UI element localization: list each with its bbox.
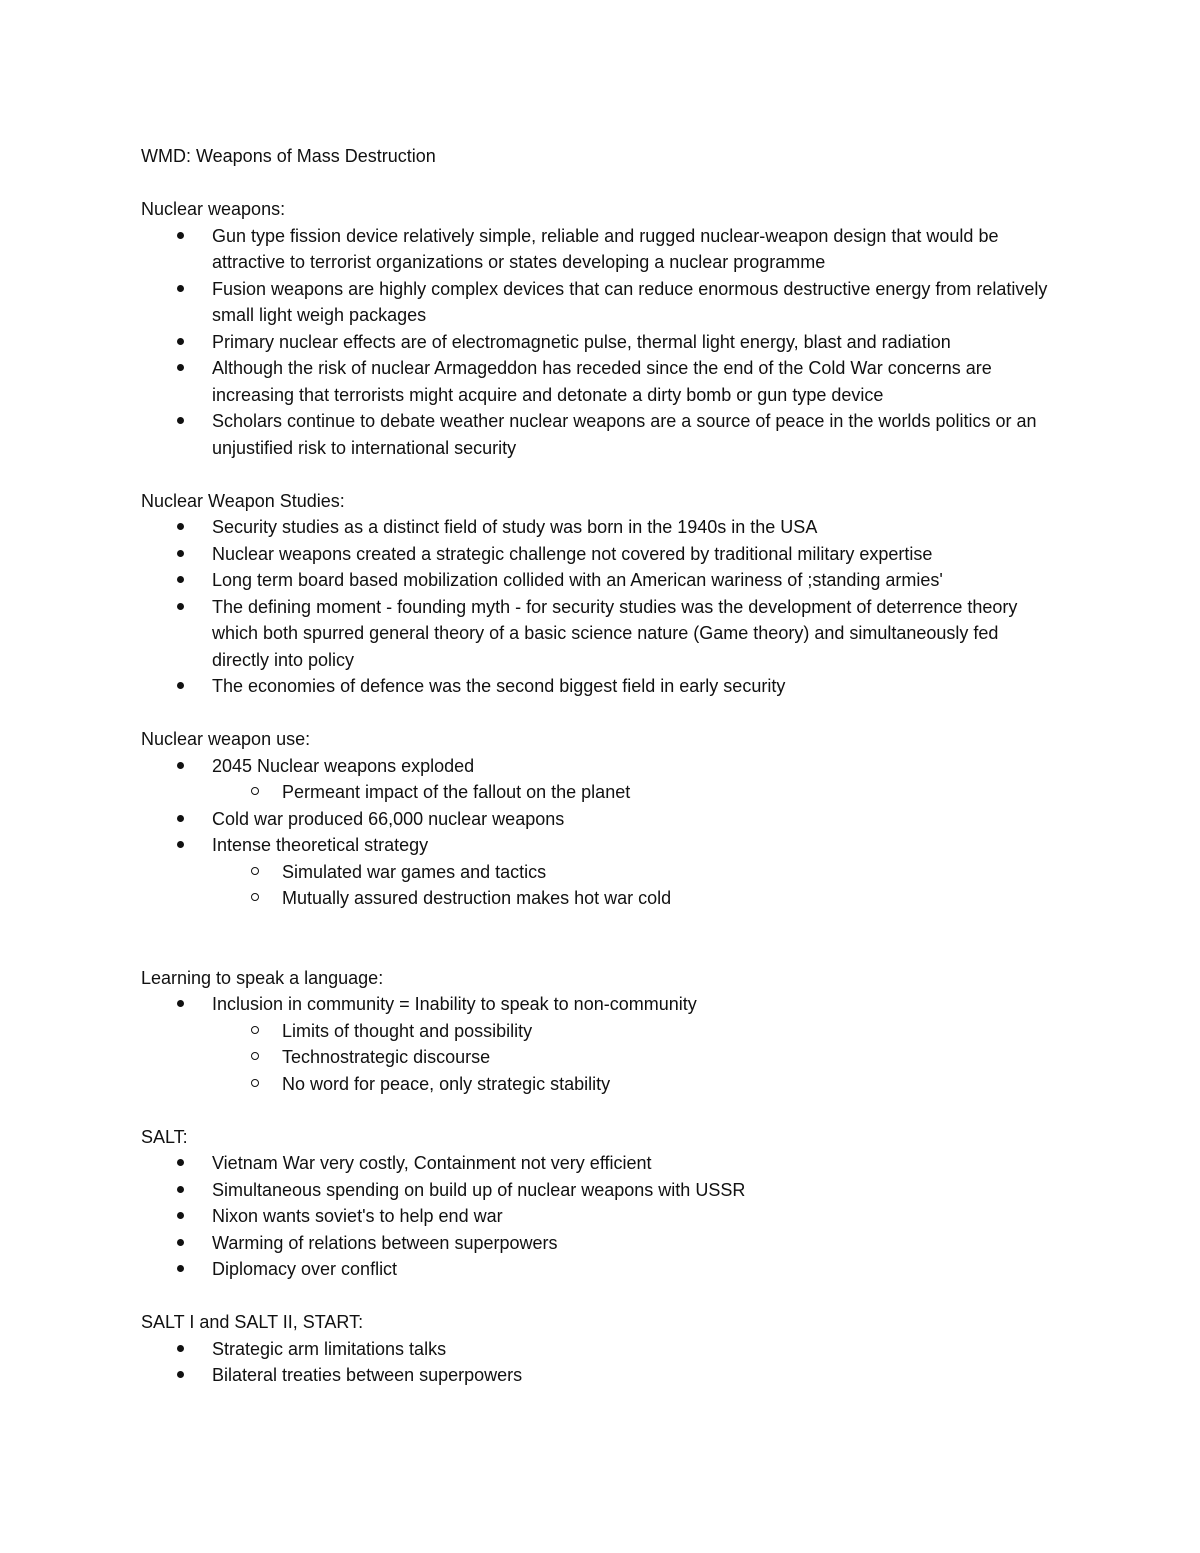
hollow-circle-bullet-icon (251, 867, 259, 875)
bullet-list (141, 1336, 1056, 1389)
bullet-item (141, 1150, 1056, 1177)
section (141, 1309, 1056, 1389)
bullet-item (141, 1256, 1056, 1283)
hollow-circle-bullet-icon (251, 893, 259, 901)
bullet-dot-icon (177, 762, 184, 769)
bullet-text: Scholars continue to debate weather nuclear weapons are a source of peace in the worlds politics or an unjustified risk to international security (212, 411, 1037, 458)
bullet-text: Although the risk of nuclear Armageddon has receded since the end of the Cold War concerns are increasing that terrorists might acquire and detonate a dirty bomb or gun type device (212, 358, 992, 405)
hollow-circle-bullet-icon (251, 1079, 259, 1087)
bullet-list (141, 753, 1056, 912)
bullet-item (141, 541, 1056, 568)
bullet-item (141, 594, 1056, 674)
bullet-text: Vietnam War very costly, Containment not very efficient (212, 1153, 652, 1173)
bullet-item (141, 223, 1056, 276)
sub-bullet-text: No word for peace, only strategic stability (282, 1073, 611, 1094)
bullet-dot-icon (177, 815, 184, 822)
section-heading: Nuclear weapon use: (141, 729, 311, 749)
bullet-item (141, 673, 1056, 700)
bullet-dot-icon (177, 1159, 184, 1166)
bullet-dot-icon (177, 1186, 184, 1193)
bullet-dot-icon (177, 1000, 184, 1007)
bullet-text: Inclusion in community = Inability to speak to non-community (212, 994, 697, 1014)
bullet-text: Simultaneous spending on build up of nuclear weapons with USSR (212, 1179, 746, 1200)
bullet-dot-icon (177, 682, 184, 689)
sub-bullet-text: Mutually assured destruction makes hot war cold (282, 888, 672, 908)
bullet-dot-icon (177, 1239, 184, 1246)
bullet-item (141, 408, 1056, 461)
bullet-list (141, 514, 1056, 700)
bullet-item (141, 832, 1056, 859)
bullet-item (141, 329, 1056, 356)
sub-bullet-list (141, 859, 1056, 912)
bullet-text: Cold war produced 66,000 nuclear weapons (212, 808, 565, 829)
bullet-list (141, 223, 1056, 462)
bullet-text: Warming of relations between superpowers (212, 1232, 558, 1253)
sub-bullet-item (141, 1018, 1056, 1045)
bullet-item (141, 567, 1056, 594)
sub-bullet-item (141, 859, 1056, 886)
bullet-text: Diplomacy over conflict (212, 1259, 398, 1279)
bullet-item (141, 1203, 1056, 1230)
bullet-dot-icon (177, 364, 184, 371)
bullet-text: Nixon wants soviet's to help end war (212, 1206, 503, 1226)
bullet-item (141, 1362, 1056, 1389)
section (141, 488, 1056, 700)
section-heading: SALT I and SALT II, START: (141, 1312, 364, 1332)
bullet-item (141, 1336, 1056, 1363)
bullet-item (141, 514, 1056, 541)
bullet-dot-icon (177, 550, 184, 557)
hollow-circle-bullet-icon (251, 787, 259, 795)
sub-bullet-text: Limits of thought and possibility (282, 1020, 533, 1041)
document-title: WMD: Weapons of Mass Destruction (141, 146, 436, 166)
bullet-item (141, 355, 1056, 408)
sub-bullet-item (141, 779, 1056, 806)
bullet-item (141, 991, 1056, 1018)
bullet-dot-icon (177, 1212, 184, 1219)
bullet-dot-icon (177, 841, 184, 848)
bullet-dot-icon (177, 417, 184, 424)
document-content (141, 143, 1056, 1389)
hollow-circle-bullet-icon (251, 1052, 259, 1060)
bullet-text: Long term board based mobilization collided with an American wariness of ;standing armies' (212, 570, 943, 590)
bullet-text: The economies of defence was the second biggest field in early security (212, 676, 786, 696)
bullet-text: Strategic arm limitations talks (212, 1338, 447, 1359)
bullet-item (141, 753, 1056, 780)
bullet-list (141, 991, 1056, 1097)
sub-bullet-text: Technostrategic discourse (282, 1047, 491, 1067)
bullet-text: 2045 Nuclear weapons exploded (212, 755, 475, 776)
bullet-dot-icon (177, 523, 184, 530)
section-heading: Learning to speak a language: (141, 967, 384, 988)
bullet-text: Bilateral treaties between superpowers (212, 1365, 523, 1385)
bullet-list (141, 1150, 1056, 1283)
bullet-dot-icon (177, 1345, 184, 1352)
bullet-item (141, 806, 1056, 833)
sub-bullet-item (141, 1071, 1056, 1098)
bullet-item (141, 1230, 1056, 1257)
sub-bullet-item (141, 1044, 1056, 1071)
hollow-circle-bullet-icon (251, 1026, 259, 1034)
bullet-dot-icon (177, 603, 184, 610)
sub-bullet-text: Simulated war games and tactics (282, 861, 547, 882)
bullet-item (141, 276, 1056, 329)
bullet-text: Nuclear weapons created a strategic challenge not covered by traditional military expertise (212, 543, 933, 564)
section (141, 1124, 1056, 1283)
bullet-dot-icon (177, 232, 184, 239)
section (141, 726, 1056, 912)
bullet-dot-icon (177, 1265, 184, 1272)
sub-bullet-text: Permeant impact of the fallout on the planet (282, 782, 631, 802)
bullet-dot-icon (177, 1371, 184, 1378)
bullet-dot-icon (177, 338, 184, 345)
sections-container (141, 196, 1056, 1389)
sub-bullet-item (141, 885, 1056, 912)
bullet-text: Primary nuclear effects are of electromagnetic pulse, thermal light energy, blast and radiation (212, 331, 951, 352)
section-heading: Nuclear weapons: (141, 199, 286, 219)
sub-bullet-list (141, 1018, 1056, 1098)
sub-bullet-list (141, 779, 1056, 806)
section-heading: Nuclear Weapon Studies: (141, 490, 345, 511)
section (141, 196, 1056, 461)
bullet-text: The defining moment - founding myth - for security studies was the development of deterrence theory which both spurred general theory of a basic science nature (Game theory) and simultaneously fed directly into policy (212, 596, 1018, 670)
section-heading: SALT: (141, 1126, 188, 1147)
bullet-text: Fusion weapons are highly complex devices that can reduce enormous destructive energy from relatively small light weigh packages (212, 278, 1048, 325)
bullet-text: Gun type fission device relatively simple, reliable and rugged nuclear-weapon design that would be attractive to terrorist organizations or states developing a nuclear programme (212, 225, 999, 272)
bullet-dot-icon (177, 576, 184, 583)
bullet-text: Intense theoretical strategy (212, 835, 429, 855)
section (141, 965, 1056, 1098)
bullet-dot-icon (177, 285, 184, 292)
bullet-item (141, 1177, 1056, 1204)
bullet-text: Security studies as a distinct field of study was born in the 1940s in the USA (212, 517, 818, 537)
